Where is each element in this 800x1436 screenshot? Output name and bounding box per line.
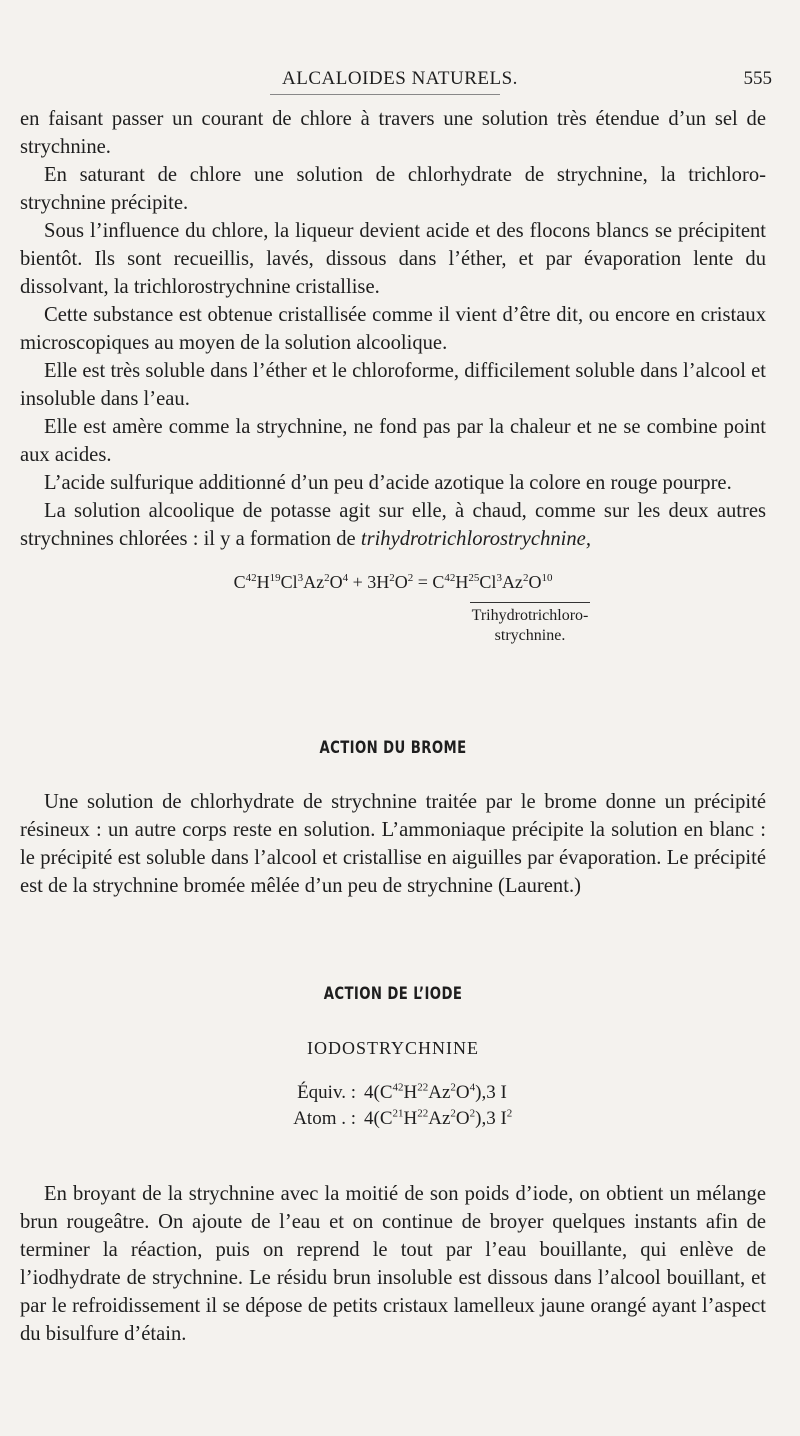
f: 2	[469, 1107, 476, 1120]
f: ),3 I	[475, 1108, 507, 1129]
f: 19	[269, 572, 281, 584]
equiv-label: Équiv.	[297, 1082, 346, 1103]
f: O	[394, 572, 408, 592]
f: O	[455, 1082, 470, 1103]
page-number: 555	[743, 68, 772, 89]
f: 2	[450, 1107, 456, 1120]
f: H	[403, 1082, 418, 1103]
f: 42	[392, 1081, 404, 1094]
paragraph: En saturant de chlore une solution de chlorhydrate de strychnine, la trichloro-strychnine précipite.	[20, 164, 766, 214]
section-brome	[20, 734, 766, 900]
f: 25	[468, 572, 480, 584]
f: Cl	[280, 572, 298, 592]
paragraph-potash	[20, 497, 766, 553]
f: H	[455, 572, 469, 592]
f: 42	[444, 572, 456, 584]
atom-label: Atom .	[293, 1108, 346, 1129]
f: 4(C	[364, 1082, 393, 1103]
subheading: IODOSTRYCHNINE	[306, 1038, 479, 1058]
running-title: ALCALOIDES NATURELS.	[282, 68, 518, 89]
atom-formula-line: Atom . : $4(C^{21}H^{22}Az^2O^2),3$ $I^2$	[293, 1107, 513, 1129]
header-rule	[270, 94, 500, 95]
f: 2	[522, 572, 529, 584]
paragraph: Elle est amère comme la strychnine, ne fond pas par la chaleur et ne se combine point aux acides.	[20, 416, 766, 466]
body-text-top	[20, 105, 766, 646]
caption-line: strychnine.	[494, 627, 566, 644]
compound-name-italic: trihydrotrichlorostrychnine,	[360, 528, 591, 550]
f: 3	[496, 572, 502, 584]
f: 22	[417, 1107, 429, 1120]
f: C	[432, 572, 445, 592]
f: 2	[407, 572, 414, 584]
f: =	[413, 572, 433, 592]
f: 4	[342, 572, 349, 584]
f: 42	[245, 572, 257, 584]
f: + 3H	[348, 572, 390, 592]
paragraph: en faisant passer un courant de chlore à travers une solution très étendue d’un sel de strychnine.	[20, 108, 766, 158]
section-heading: ACTION DU BROME	[319, 738, 467, 758]
section-heading: ACTION DE L’IODE	[323, 984, 463, 1004]
f: Az	[428, 1082, 451, 1103]
f: 4(C	[364, 1108, 393, 1129]
section-iode	[20, 980, 766, 1348]
f: Az	[428, 1108, 451, 1129]
equiv-formula-line: Équiv. : $4(C^{42}H^{22}Az^2O^4),3$ I	[297, 1081, 507, 1103]
reaction-formula	[20, 568, 766, 596]
f: O	[329, 572, 343, 592]
f: H	[256, 572, 270, 592]
f: Az	[501, 572, 523, 592]
f: H	[403, 1108, 418, 1129]
caption-line: Trihydrotrichloro-	[471, 607, 589, 624]
f: ),3 I	[475, 1082, 507, 1103]
f: 4	[469, 1081, 476, 1094]
f: O	[528, 572, 542, 592]
f: 2	[506, 1107, 513, 1120]
caption-brace-line	[470, 602, 590, 603]
f: O	[455, 1108, 470, 1129]
f: Cl	[479, 572, 497, 592]
f: Az	[303, 572, 325, 592]
f: 21	[392, 1107, 404, 1120]
f: 2	[450, 1081, 456, 1094]
f: 10	[541, 572, 553, 584]
running-header	[0, 68, 800, 94]
paragraph: Sous l’influence du chlore, la liqueur devient acide et des flocons blancs se précipitent bientôt. Ils sont recueillis, lavés, dissous dans l’éther, et par évaporation lente du dissolvant, la trichlorostrychnine cristallise.	[20, 220, 766, 298]
f: 3	[297, 572, 304, 584]
f: C	[233, 572, 246, 592]
f: 2	[324, 572, 330, 584]
paragraph: Elle est très soluble dans l’éther et le chloroforme, difficilement soluble dans l’alcool et insoluble dans l’eau.	[20, 360, 766, 410]
f: 2	[389, 572, 395, 584]
paragraph: L’acide sulfurique additionné d’un peu d’acide azotique la colore en rouge pourpre.	[44, 472, 732, 494]
f: 22	[417, 1081, 429, 1094]
paragraph: En broyant de la strychnine avec la moitié de son poids d’iode, on obtient un mélange brun rougeâtre. On ajoute de l’eau et on continue de broyer quelques instants afin de terminer la réaction, puis on reprend le tout par l’eau bouillante, qui enlève de l’iodhydrate de strychnine. Le résidu brun insoluble est dissous dans l’alcool bouillant, et par le refroidissement il se dépose de petits cristaux lamelleux jaune orangé ayant l’aspect du bisulfure d’étain.	[20, 1183, 766, 1345]
formula-caption	[450, 602, 610, 646]
paragraph: Une solution de chlorhydrate de strychnine traitée par le brome donne un précipité résineux : un autre corps reste en solution. L’ammoniaque précipite la solution en blanc : le précipité est soluble dans l’alcool et cristallise en aiguilles par évaporation. Le précipité est de la strychnine bromée mêlée d’un peu de strychnine (Laurent.)	[20, 791, 766, 897]
potash-text: La solution alcoolique de potasse agit sur elle, à chaud, comme sur les deux autres strychnines chlorées : il y a formation de	[20, 500, 766, 550]
paragraph: Cette substance est obtenue cristallisée comme il vient d’être dit, ou encore en cristaux microscopiques au moyen de la solution alcoolique.	[20, 304, 766, 354]
